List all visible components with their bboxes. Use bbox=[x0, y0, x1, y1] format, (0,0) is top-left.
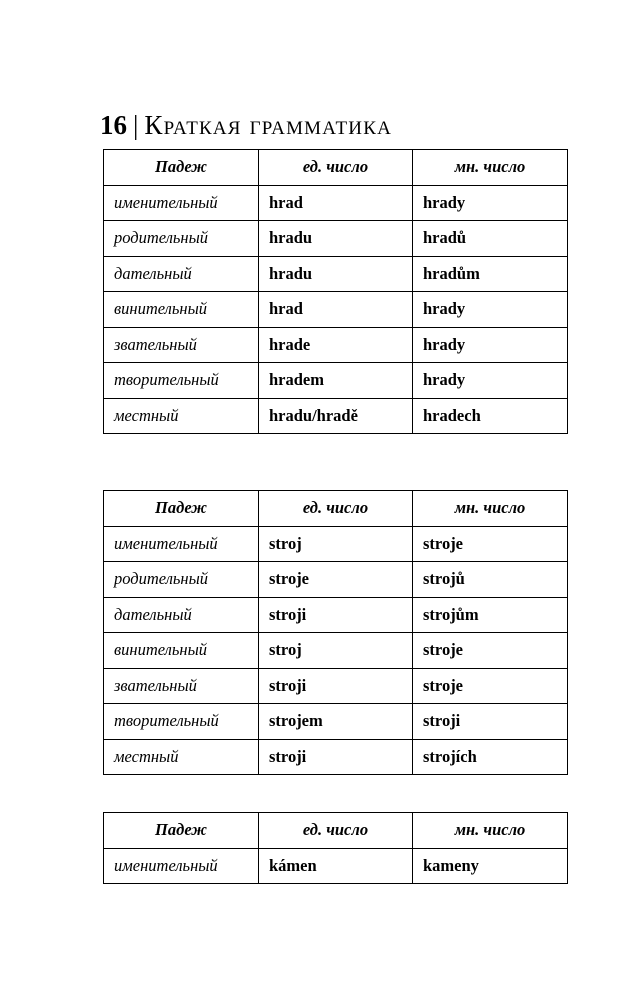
plural-form: hrady bbox=[413, 363, 568, 399]
singular-form: hrad bbox=[259, 185, 413, 221]
singular-form: hradu/hradě bbox=[259, 398, 413, 434]
table-row bbox=[104, 597, 568, 633]
header-case: Падеж bbox=[104, 150, 259, 186]
singular-form: hrad bbox=[259, 292, 413, 328]
case-name: именительный bbox=[104, 185, 259, 221]
table-row bbox=[104, 739, 568, 775]
plural-form: strojů bbox=[413, 562, 568, 598]
table-row bbox=[104, 562, 568, 598]
table-row bbox=[104, 327, 568, 363]
table-row bbox=[104, 668, 568, 704]
header-plural: мн. число bbox=[413, 813, 568, 849]
declension-table-hrad bbox=[103, 149, 568, 434]
plural-form: hrady bbox=[413, 327, 568, 363]
singular-form: hradu bbox=[259, 221, 413, 257]
table-row bbox=[104, 221, 568, 257]
table-row bbox=[104, 526, 568, 562]
header-plural: мн. число bbox=[413, 491, 568, 527]
singular-form: stroj bbox=[259, 526, 413, 562]
singular-form: stroje bbox=[259, 562, 413, 598]
table-header-row bbox=[104, 813, 568, 849]
header-case: Падеж bbox=[104, 813, 259, 849]
case-name: именительный bbox=[104, 848, 259, 884]
case-name: местный bbox=[104, 398, 259, 434]
page-number: 16 bbox=[100, 110, 127, 140]
case-name: творительный bbox=[104, 704, 259, 740]
singular-form: stroji bbox=[259, 668, 413, 704]
plural-form: hradech bbox=[413, 398, 568, 434]
plural-form: stroje bbox=[413, 668, 568, 704]
table-header-row bbox=[104, 491, 568, 527]
header-plural: мн. число bbox=[413, 150, 568, 186]
header-singular: ед. число bbox=[259, 150, 413, 186]
singular-form: strojem bbox=[259, 704, 413, 740]
case-name: винительный bbox=[104, 292, 259, 328]
table-row bbox=[104, 292, 568, 328]
plural-form: hradů bbox=[413, 221, 568, 257]
plural-form: kameny bbox=[413, 848, 568, 884]
plural-form: stroji bbox=[413, 704, 568, 740]
declension-table-kamen bbox=[103, 812, 568, 884]
singular-form: kámen bbox=[259, 848, 413, 884]
table-row bbox=[104, 363, 568, 399]
header-singular: ед. число bbox=[259, 491, 413, 527]
case-name: звательный bbox=[104, 668, 259, 704]
case-name: творительный bbox=[104, 363, 259, 399]
plural-form: stroje bbox=[413, 526, 568, 562]
table-row bbox=[104, 633, 568, 669]
singular-form: stroji bbox=[259, 597, 413, 633]
singular-form: hrade bbox=[259, 327, 413, 363]
case-name: родительный bbox=[104, 562, 259, 598]
singular-form: stroji bbox=[259, 739, 413, 775]
plural-form: hrady bbox=[413, 185, 568, 221]
table-header-row bbox=[104, 150, 568, 186]
case-name: дательный bbox=[104, 597, 259, 633]
table-row bbox=[104, 398, 568, 434]
table-row bbox=[104, 704, 568, 740]
case-name: родительный bbox=[104, 221, 259, 257]
plural-form: hradům bbox=[413, 256, 568, 292]
table-row bbox=[104, 185, 568, 221]
singular-form: stroj bbox=[259, 633, 413, 669]
table-row bbox=[104, 848, 568, 884]
header-separator: | bbox=[133, 110, 139, 140]
plural-form: strojům bbox=[413, 597, 568, 633]
singular-form: hradu bbox=[259, 256, 413, 292]
header-case: Падеж bbox=[104, 491, 259, 527]
singular-form: hradem bbox=[259, 363, 413, 399]
declension-table-stroj bbox=[103, 490, 568, 775]
case-name: винительный bbox=[104, 633, 259, 669]
case-name: дательный bbox=[104, 256, 259, 292]
case-name: звательный bbox=[104, 327, 259, 363]
header-singular: ед. число bbox=[259, 813, 413, 849]
case-name: местный bbox=[104, 739, 259, 775]
page-title: Краткая грамматика bbox=[144, 110, 393, 140]
plural-form: strojích bbox=[413, 739, 568, 775]
plural-form: stroje bbox=[413, 633, 568, 669]
page-header bbox=[100, 108, 392, 142]
table-row bbox=[104, 256, 568, 292]
case-name: именительный bbox=[104, 526, 259, 562]
plural-form: hrady bbox=[413, 292, 568, 328]
